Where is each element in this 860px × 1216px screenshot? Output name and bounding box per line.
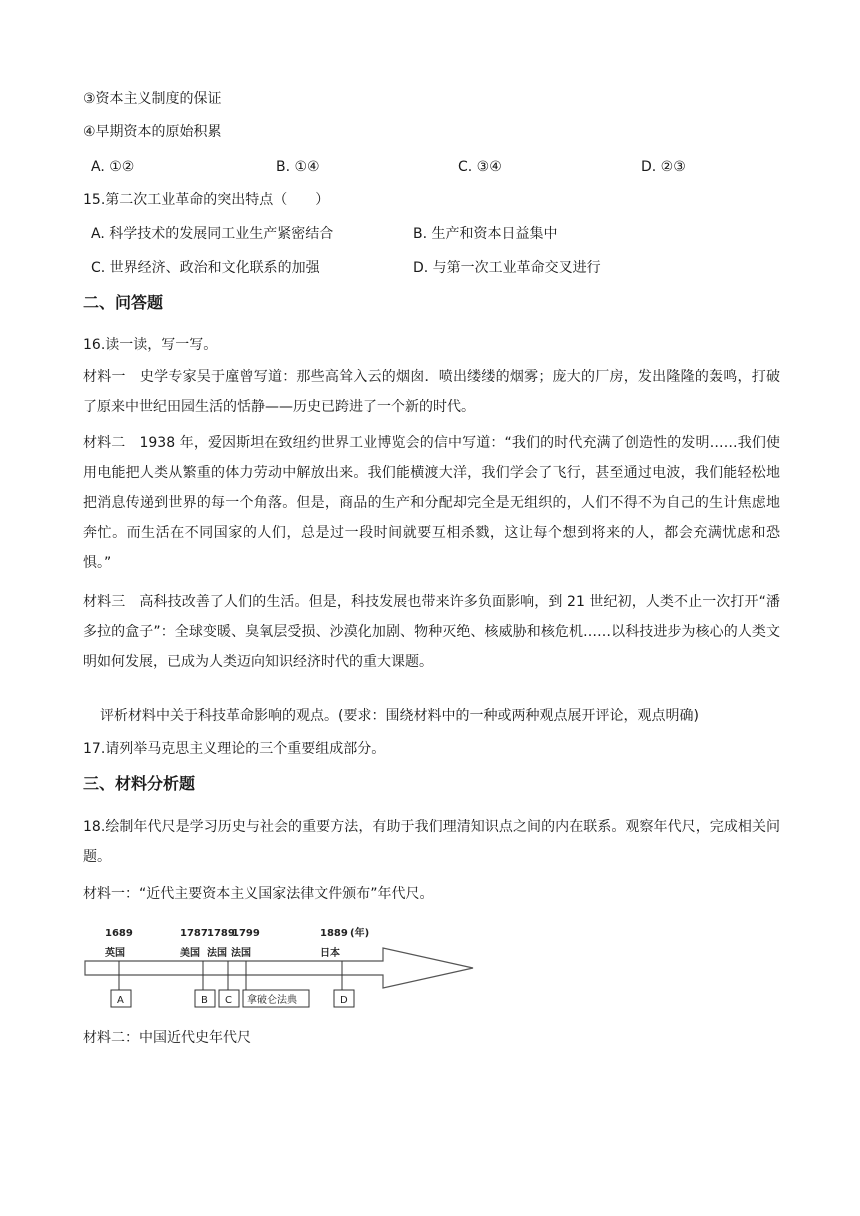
year-1689: 1689: [105, 928, 133, 939]
q15-stem: 15.第二次工业革命的突出特点（ ）: [83, 192, 330, 208]
q16-task: 评析材料中关于科技革命影响的观点。(要求：围绕材料中的一种或两种观点展开评论，观点明确): [100, 708, 699, 724]
q16-material-3: 材料三 高科技改善了人们的生活。但是，科技发展也带来许多负面影响，到 21 世纪初，人类不止一次打开“潘多拉的盒子”：全球变暖、臭氧层受损、沙漠化加剧、物种灭绝、核威胁和核危机……以科技进步为核心的人类文明如何发展，已成为人类迈向知识经济时代的重大课题。: [83, 594, 780, 670]
q14-option-c: C. ③④: [458, 159, 502, 175]
q14-item-3: ③资本主义制度的保证: [83, 91, 222, 107]
country-5: 日本: [320, 948, 340, 959]
year-1789: 1789: [207, 928, 235, 939]
q15-option-b: B. 生产和资本日益集中: [413, 226, 558, 242]
q15-option-d: D. 与第一次工业革命交叉进行: [413, 260, 601, 276]
country-2: 美国: [180, 948, 200, 959]
q16-material-2: 材料二 1938 年，爱因斯坦在致纽约世界工业博览会的信中写道：“我们的时代充满了创造性的发明……我们使用电能把人类从繁重的体力劳动中解放出来。我们能横渡大洋，我们学会了飞行，甚至通过电波，我们能轻松地把消息传递到世界的每一个角落。但是，商品的生产和分配却完全是无组织的，人们不得不为自己的生计焦虑地奔忙。而生活在不同国家的人们，总是过一段时间就要互相杀戮，这让每个想到将来的人，都会充满忧虑和恐惧。”: [83, 435, 780, 571]
year-1889: 1889: [320, 928, 348, 939]
year-unit: (年): [350, 928, 370, 939]
box-napoleon-code: 拿破仑法典: [247, 995, 297, 1006]
box-b: B: [201, 995, 208, 1006]
box-c: C: [225, 995, 232, 1006]
q14-option-d: D. ②③: [641, 159, 686, 175]
timeline-figure: [83, 918, 483, 1018]
q16-material-1: 材料一 史学专家吴于廑曾写道：那些高耸入云的烟囱．喷出缕缕的烟雾；庞大的厂房，发出隆隆的轰鸣，打破了原来中世纪田园生活的恬静——历史已跨进了一个新的时代。: [83, 369, 780, 415]
year-1799: 1799: [232, 928, 260, 939]
country-1: 英国: [105, 948, 125, 959]
q14-option-a: A. ①②: [91, 159, 135, 175]
q14-option-b: B. ①④: [276, 159, 320, 175]
q16-stem: 16.读一读，写一写。: [83, 337, 218, 353]
box-d: D: [340, 995, 348, 1006]
section-2-title: 二、问答题: [83, 293, 164, 312]
q18-material-2-label: 材料二：中国近代史年代尺: [83, 1030, 251, 1046]
q18-stem: 18.绘制年代尺是学习历史与社会的重要方法，有助于我们理清知识点之间的内在联系。观察年代尺，完成相关问题。: [83, 819, 780, 865]
country-3: 法国: [207, 948, 227, 959]
year-1787: 1787: [180, 928, 208, 939]
q18-material-1-label: 材料一：“近代主要资本主义国家法律文件颁布”年代尺。: [83, 886, 434, 902]
box-a: A: [117, 995, 124, 1006]
q15-option-a: A. 科学技术的发展同工业生产紧密结合: [91, 226, 334, 242]
q15-option-c: C. 世界经济、政治和文化联系的加强: [91, 260, 320, 276]
section-3-title: 三、材料分析题: [83, 774, 196, 793]
country-4: 法国: [231, 948, 251, 959]
q14-item-4: ④早期资本的原始积累: [83, 124, 222, 140]
q17-stem: 17.请列举马克思主义理论的三个重要组成部分。: [83, 741, 386, 757]
timeline-arrow: [85, 948, 473, 988]
